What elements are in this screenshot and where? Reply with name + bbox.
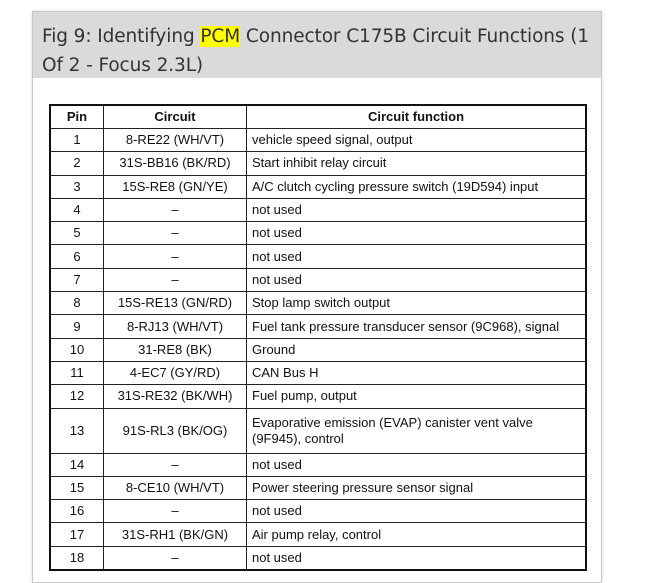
circuit-cell: 8-CE10 (WH/VT) (104, 476, 247, 499)
caption-text-after: Connector C175B Circuit Functions (1 Of 2 - Focus 2.3L) (42, 26, 590, 76)
circuit-cell: 91S-RL3 (BK/OG) (104, 408, 247, 453)
header-circuit-function: Circuit function (247, 105, 587, 129)
table-row (50, 198, 586, 221)
table-row (50, 315, 586, 338)
pin-cell: 3 (50, 175, 104, 198)
header-row (50, 105, 586, 129)
table-row (50, 385, 586, 408)
table-row (50, 292, 586, 315)
pin-cell: 6 (50, 245, 104, 268)
circuit-cell: – (104, 546, 247, 570)
function-cell: Evaporative emission (EVAP) canister vent valve (9F945), control (247, 408, 587, 453)
function-cell: not used (247, 198, 587, 221)
pin-cell: 10 (50, 338, 104, 361)
function-cell: not used (247, 500, 587, 523)
pin-cell: 15 (50, 476, 104, 499)
function-cell: not used (247, 245, 587, 268)
function-cell: A/C clutch cycling pressure switch (19D594) input (247, 175, 587, 198)
pin-cell: 8 (50, 292, 104, 315)
figure-caption (33, 12, 601, 78)
function-cell: not used (247, 546, 587, 570)
circuit-cell: – (104, 222, 247, 245)
pin-cell: 16 (50, 500, 104, 523)
pin-cell: 14 (50, 453, 104, 476)
table-row (50, 408, 586, 453)
table-row (50, 268, 586, 291)
function-cell: not used (247, 268, 587, 291)
pin-cell: 18 (50, 546, 104, 570)
table-row (50, 523, 586, 546)
circuit-cell: 8-RE22 (WH/VT) (104, 129, 247, 152)
function-cell: vehicle speed signal, output (247, 129, 587, 152)
caption-text-before: Fig 9: Identifying (42, 26, 201, 47)
function-cell: not used (247, 222, 587, 245)
table-row (50, 453, 586, 476)
circuit-cell: 8-RJ13 (WH/VT) (104, 315, 247, 338)
function-cell: Fuel tank pressure transducer sensor (9C968), signal (247, 315, 587, 338)
pin-cell: 4 (50, 198, 104, 221)
figure-frame (32, 11, 602, 583)
circuit-cell: 15S-RE8 (GN/YE) (104, 175, 247, 198)
circuit-cell: 31-RE8 (BK) (104, 338, 247, 361)
circuit-cell: 4-EC7 (GY/RD) (104, 361, 247, 384)
pin-cell: 17 (50, 523, 104, 546)
table-row (50, 175, 586, 198)
circuit-cell: 15S-RE13 (GN/RD) (104, 292, 247, 315)
pin-cell: 1 (50, 129, 104, 152)
header-pin: Pin (50, 105, 104, 129)
table-row (50, 546, 586, 570)
circuit-cell: – (104, 245, 247, 268)
pinout-table (49, 104, 587, 571)
function-cell: CAN Bus H (247, 361, 587, 384)
circuit-cell: – (104, 453, 247, 476)
scanned-table-image (49, 104, 587, 571)
function-cell: Ground (247, 338, 587, 361)
pin-cell: 13 (50, 408, 104, 453)
pin-cell: 9 (50, 315, 104, 338)
circuit-cell: – (104, 268, 247, 291)
table-row (50, 500, 586, 523)
pin-cell: 5 (50, 222, 104, 245)
circuit-cell: 31S-RH1 (BK/GN) (104, 523, 247, 546)
function-cell: Air pump relay, control (247, 523, 587, 546)
table-row (50, 361, 586, 384)
header-circuit: Circuit (104, 105, 247, 129)
circuit-cell: 31S-BB16 (BK/RD) (104, 152, 247, 175)
function-cell: not used (247, 453, 587, 476)
circuit-cell: 31S-RE32 (BK/WH) (104, 385, 247, 408)
function-cell: Start inhibit relay circuit (247, 152, 587, 175)
table-row (50, 245, 586, 268)
table-row (50, 129, 586, 152)
pin-cell: 11 (50, 361, 104, 384)
circuit-cell: – (104, 198, 247, 221)
table-row (50, 338, 586, 361)
table-row (50, 152, 586, 175)
function-cell: Stop lamp switch output (247, 292, 587, 315)
pin-cell: 7 (50, 268, 104, 291)
function-cell: Fuel pump, output (247, 385, 587, 408)
table-row (50, 476, 586, 499)
pin-cell: 12 (50, 385, 104, 408)
table-row (50, 222, 586, 245)
pin-cell: 2 (50, 152, 104, 175)
caption-highlight: PCM (200, 26, 241, 47)
function-cell: Power steering pressure sensor signal (247, 476, 587, 499)
circuit-cell: – (104, 500, 247, 523)
